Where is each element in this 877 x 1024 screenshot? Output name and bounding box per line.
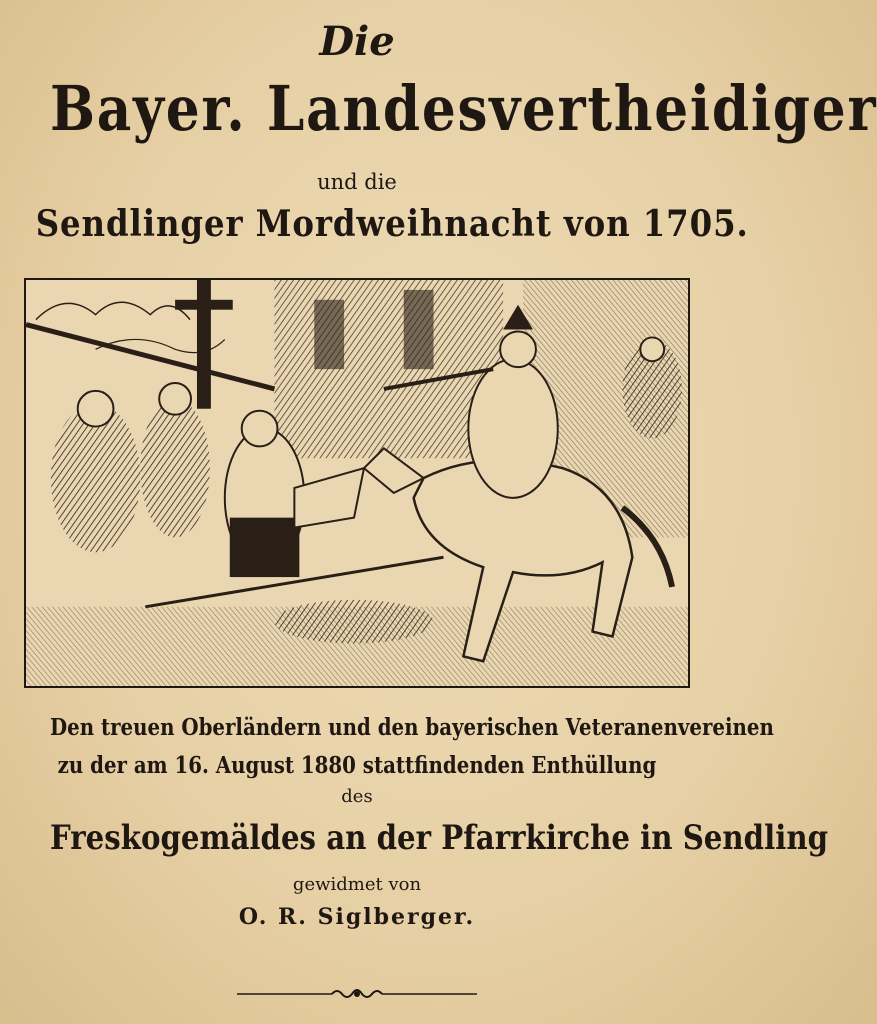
dedication-line-4: Freskogemäldes an der Pfarrkirche in Sendling: [49, 818, 829, 858]
title-main: Bayer. Landesvertheidiger: [49, 72, 877, 145]
woodcut-battle-scene-icon: [26, 280, 688, 686]
dedication-line-3: des: [341, 786, 373, 807]
battle-illustration: [24, 278, 690, 688]
dedication-line-2: zu der am 16. August 1880 stattfindenden Enthüllung: [57, 752, 657, 779]
title-die: Die: [319, 18, 395, 65]
title-connector: und die: [317, 170, 397, 194]
author-name: O. R. Siglberger.: [238, 904, 476, 930]
title-subtitle: Sendlinger Mordweihnacht von 1705.: [35, 203, 749, 245]
dedication-line-5: gewidmet von: [292, 874, 422, 895]
ornament-divider-icon: [237, 984, 477, 1004]
dedication-line-1: Den treuen Oberländern und den bayerischen Veteranenvereinen: [49, 714, 774, 741]
